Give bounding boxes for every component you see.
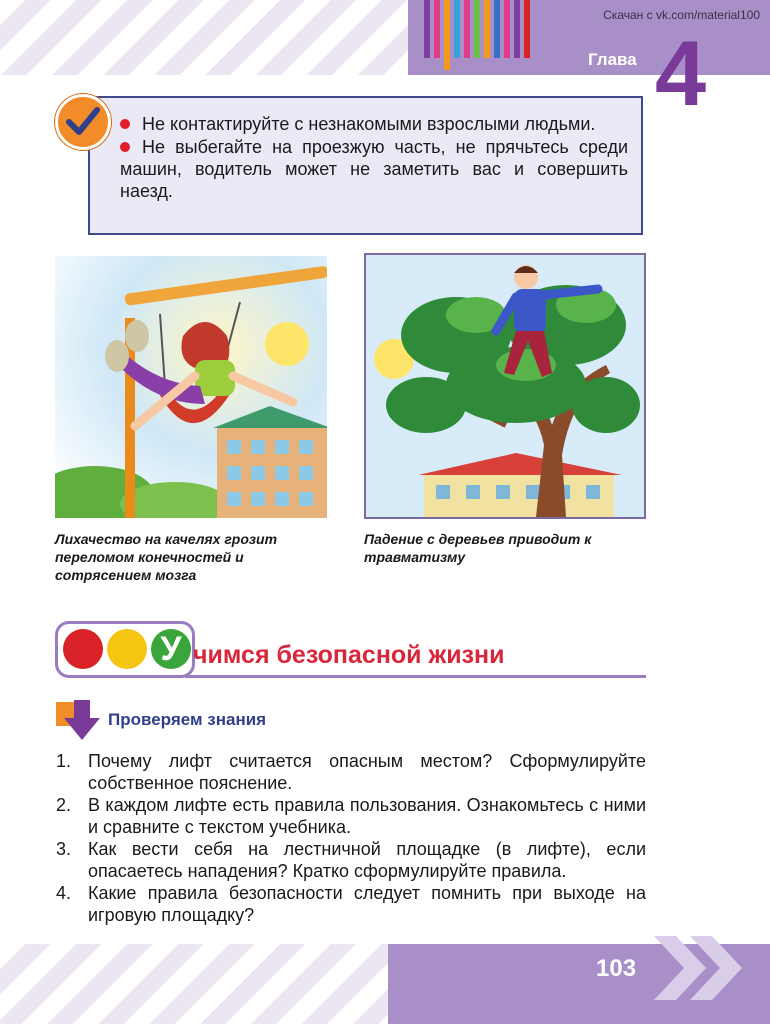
section-underline — [185, 675, 646, 678]
header-color-bar — [434, 0, 440, 58]
red-light-icon — [63, 629, 103, 669]
green-light-icon — [151, 629, 191, 669]
quiz-heading: Проверяем знания — [108, 710, 267, 729]
quiz-question — [56, 838, 646, 882]
header-color-bars — [424, 0, 530, 72]
question-number: 1. — [56, 751, 72, 771]
quiz-question — [56, 750, 646, 794]
tip-item — [120, 136, 628, 202]
question-text: Почему лифт считается опасным местом? Сформулируйте собственное пояснение. — [88, 751, 646, 793]
tree-illustration — [364, 253, 646, 519]
page-number: 103 — [596, 955, 637, 982]
source-note: Скачан с vk.com/material100 — [603, 8, 760, 22]
quiz-question — [56, 882, 646, 926]
question-number: 4. — [56, 883, 72, 903]
quiz-question-list — [56, 750, 646, 926]
bullet-icon — [120, 119, 130, 129]
section-initial-letter: У — [160, 630, 182, 668]
tip-text: Не контактируйте с незнакомыми взрослыми людьми. — [142, 114, 596, 134]
swing-illustration — [55, 256, 327, 518]
header-color-bar — [494, 0, 500, 58]
header-color-bar — [424, 0, 430, 58]
tree-caption: Падение с деревьев приводит к травматизму — [364, 531, 592, 565]
header-color-bar — [524, 0, 530, 58]
chapter-label: Глава — [588, 50, 637, 69]
section-title: чимся безопасной жизни — [193, 641, 505, 669]
header-color-bar — [444, 0, 450, 70]
swing-caption: Лихачество на качелях грозит переломом конечностей и сотрясением мозга — [55, 531, 278, 583]
safety-tips-list — [120, 113, 628, 203]
bullet-icon — [120, 142, 130, 152]
header-color-bar — [514, 0, 520, 58]
question-text: В каждом лифте есть правила пользования. Ознакомьтесь с ними и сравните с текстом учебника. — [88, 795, 646, 837]
question-text: Какие правила безопасности следует помнить при выходе на игровую площадку? — [88, 883, 646, 925]
header-color-bar — [474, 0, 480, 58]
header-color-bar — [484, 0, 490, 58]
next-page-arrows-icon — [650, 930, 750, 1006]
quiz-question — [56, 794, 646, 838]
footer-stripes — [0, 944, 420, 1024]
question-number: 2. — [56, 795, 72, 815]
header-stripes — [0, 0, 430, 75]
checkmark-icon — [55, 94, 111, 150]
yellow-light-icon — [107, 629, 147, 669]
header-color-bar — [464, 0, 470, 58]
tip-text: Не выбегайте на проезжую часть, не прячьтесь среди машин, водитель может не заметить вас и совершить наезд. — [120, 137, 628, 201]
tip-item — [120, 113, 628, 135]
down-arrow-icon — [56, 700, 100, 740]
question-number: 3. — [56, 839, 72, 859]
chapter-number: 4 — [655, 23, 707, 125]
header-color-bar — [504, 0, 510, 58]
question-text: Как вести себя на лестничной площадке (в лифте), если опасаетесь нападения? Кратко сформулируйте правила. — [88, 839, 646, 881]
header-color-bar — [454, 0, 460, 58]
